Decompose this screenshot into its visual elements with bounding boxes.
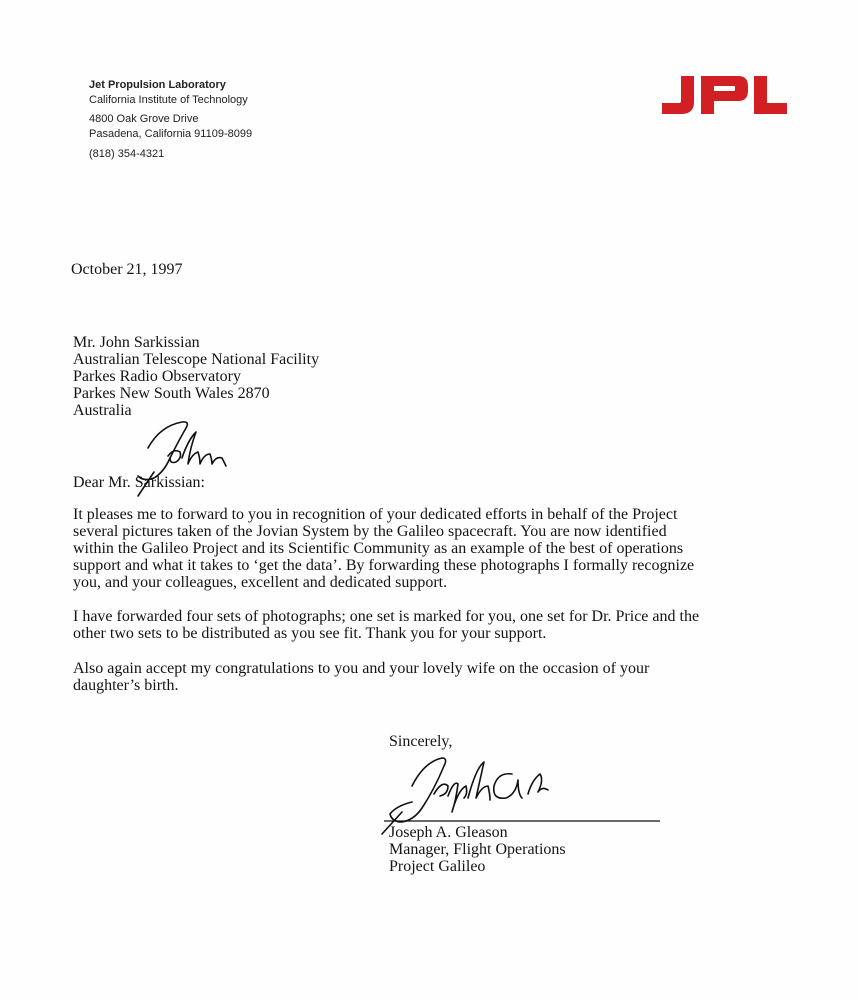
salutation: Dear Mr. Sarkissian: [73, 474, 205, 491]
letterhead-phone: (818) 354-4321 [89, 148, 165, 160]
closing: Sincerely, [389, 733, 453, 750]
letterhead-city: Pasadena, California 91109-8099 [89, 128, 253, 140]
signer-name: Joseph A. Gleason [389, 824, 508, 841]
letterhead-street: 4800 Oak Grove Drive [89, 113, 199, 125]
recipient-line-2: Parkes Radio Observatory [73, 368, 241, 385]
body-p3-line-1: Also again accept my congratulations to you and your lovely wife on the occasion of your [73, 660, 650, 677]
body-p2-line-2: other two sets to be distributed as you see fit. Thank you for your support. [73, 625, 547, 642]
signer-title: Manager, Flight Operations [389, 841, 566, 858]
recipient-country: Australia [73, 402, 132, 419]
letterhead-org-name: Jet Propulsion Laboratory [89, 79, 226, 91]
recipient-name: Mr. John Sarkissian [73, 334, 200, 351]
body-p1-line-1: It pleases me to forward to you in recognition of your dedicated efforts in behalf of the Project [73, 506, 678, 523]
letterhead-institute: California Institute of Technology [89, 94, 248, 106]
body-p1-line-4: support and what it takes to ‘get the data’. By forwarding these photographs I formally recognize [73, 557, 695, 574]
body-p3-line-2: daughter’s birth. [73, 677, 179, 694]
body-p1-line-2: several pictures taken of the Jovian System by the Galileo spacecraft. You are now identified [73, 523, 667, 540]
body-p2-line-1: I have forwarded four sets of photographs; one set is marked for you, one set for Dr. Price and the [73, 608, 700, 625]
body-p1-line-3: within the Galileo Project and its Scientific Community as an example of the best of operations [73, 540, 684, 557]
letter-date: October 21, 1997 [71, 261, 183, 278]
body-p1-line-5: you, and your colleagues, excellent and dedicated support. [73, 574, 448, 591]
signer-project: Project Galileo [389, 858, 486, 875]
jpl-logo [660, 74, 788, 116]
recipient-line-1: Australian Telescope National Facility [73, 351, 320, 368]
recipient-line-3: Parkes New South Wales 2870 [73, 385, 270, 402]
